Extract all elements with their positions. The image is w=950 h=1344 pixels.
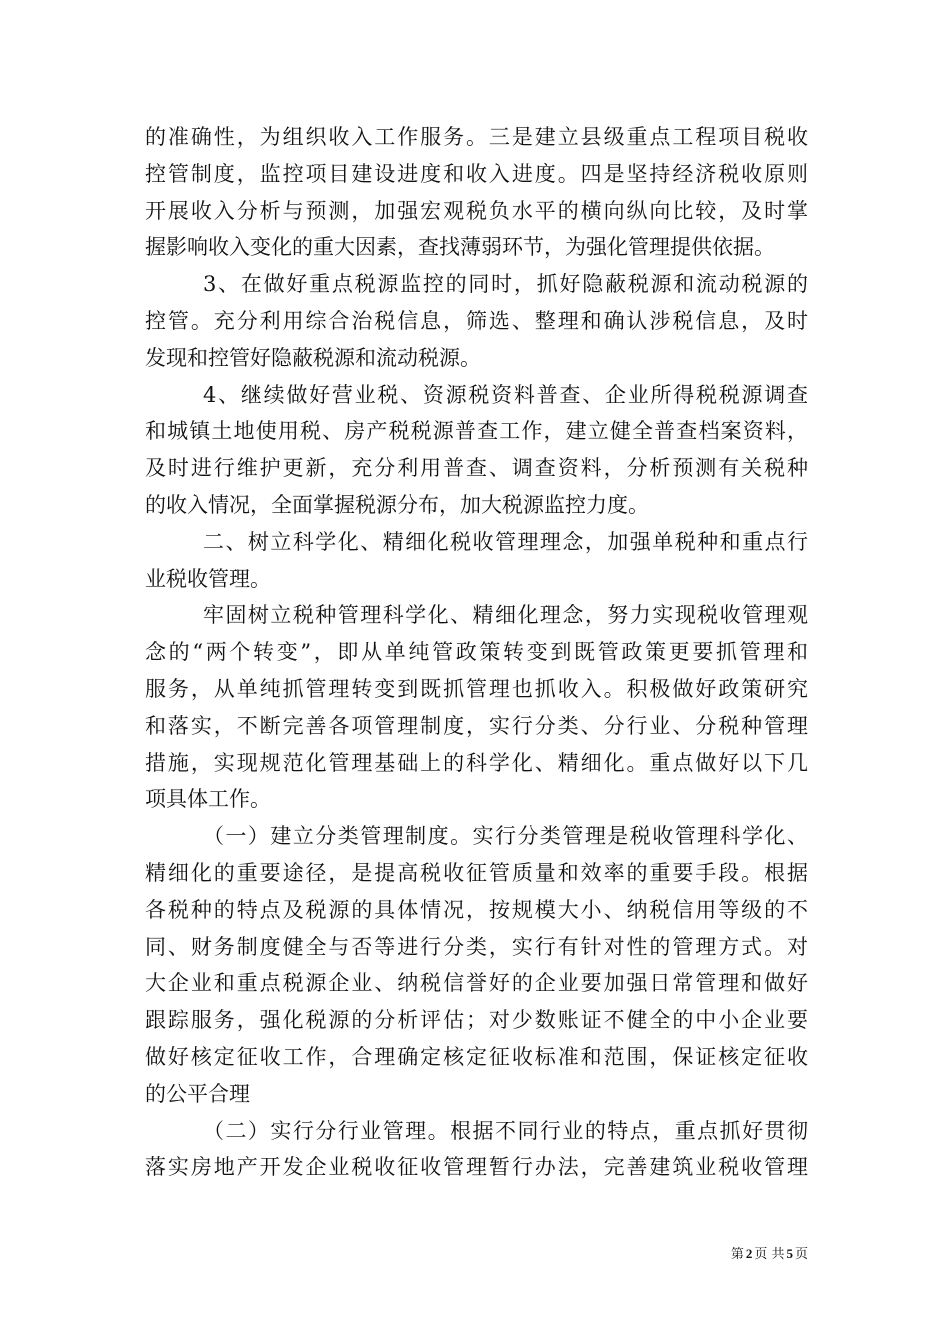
section-heading (145, 524, 808, 598)
text-line: 精细化的重要途径，是提高税收征管质量和效率的重要手段。根据 (145, 860, 808, 885)
text-line: 的准确性，为组织收入工作服务。三是建立县级重点工程项目税收 (145, 125, 808, 149)
text-line: 握影响收入变化的重大因素，查找薄弱环节，为强化管理提供依据。 (145, 235, 775, 260)
paragraph (145, 266, 808, 376)
page-label-suffix: 页 (794, 1247, 808, 1262)
text-line: 同、财务制度健全与否等进行分类，实行有针对性的管理方式。对 (145, 934, 808, 959)
paragraph (145, 119, 808, 266)
text-line: 项具体工作。 (145, 787, 271, 812)
paragraph (145, 1113, 808, 1187)
text-line: 和落实，不断完善各项管理制度，实行分类、分行业、分税种管理 (145, 713, 808, 738)
text-line: 大企业和重点税源企业、纳税信誉好的企业要加强日常管理和做好 (145, 971, 808, 996)
text-line: 发现和控管好隐蔽税源和流动税源。 (145, 345, 481, 370)
current-page-number: 2 (745, 1246, 753, 1261)
text-line: 4、继续做好营业税、资源税资料普查、企业所得税税源调查 (203, 382, 808, 407)
text-line: 和城镇土地使用税、房产税税源普查工作，建立健全普查档案资料， (145, 419, 808, 444)
text-line: 控管。充分利用综合治税信息，筛选、整理和确认涉税信息，及时 (145, 308, 808, 333)
text-line: 的收入情况，全面掌握税源分布，加大税源监控力度。 (145, 492, 649, 517)
text-line: 控管制度，监控项目建设进度和收入进度。四是坚持经济税收原则 (145, 161, 808, 186)
text-line: 各税种的特点及税源的具体情况，按规模大小、纳税信用等级的不 (145, 897, 808, 922)
page-number-footer (731, 1245, 808, 1264)
text-line: 跟踪服务，强化税源的分析评估；对少数账证不健全的中小企业要 (145, 1008, 808, 1033)
page-label-middle: 页 共 (754, 1247, 785, 1262)
paragraph (145, 377, 808, 524)
text-line: 措施，实现规范化管理基础上的科学化、精细化。重点做好以下几 (145, 750, 808, 775)
text-line: 开展收入分析与预测，加强宏观税负水平的横向纵向比较，及时掌 (145, 198, 808, 223)
text-line: 念的“两个转变”，即从单纯管政策转变到既管政策更要抓管理和 (145, 640, 808, 665)
paragraph (145, 597, 808, 818)
text-line: 做好核定征收工作，合理确定核定征收标准和范围，保证核定征收 (145, 1044, 808, 1069)
document-body (145, 119, 808, 1186)
text-line: 服务，从单纯抓管理转变到既抓管理也抓收入。积极做好政策研究 (145, 676, 808, 701)
text-line: 3、在做好重点税源监控的同时，抓好隐蔽税源和流动税源的 (203, 272, 808, 297)
page-label-prefix: 第 (730, 1247, 744, 1262)
paragraph (145, 818, 808, 1112)
text-line: （一）建立分类管理制度。实行分类管理是税收管理科学化、 (203, 824, 808, 849)
text-line: 业税收管理。 (145, 566, 271, 591)
text-line: 及时进行维护更新，充分利用普查、调查资料，分析预测有关税种 (145, 456, 808, 481)
text-line: 的公平合理 (145, 1081, 250, 1106)
text-line: （二）实行分行业管理。根据不同行业的特点，重点抓好贯彻 (203, 1118, 808, 1143)
text-line: 二、树立科学化、精细化税收管理理念，加强单税种和重点行 (203, 529, 808, 554)
text-line: 落实房地产开发企业税收征收管理暂行办法，完善建筑业税收管理 (145, 1155, 808, 1180)
total-pages-number: 5 (786, 1246, 793, 1261)
text-line: 牢固树立税种管理科学化、精细化理念，努力实现税收管理观 (203, 603, 808, 628)
